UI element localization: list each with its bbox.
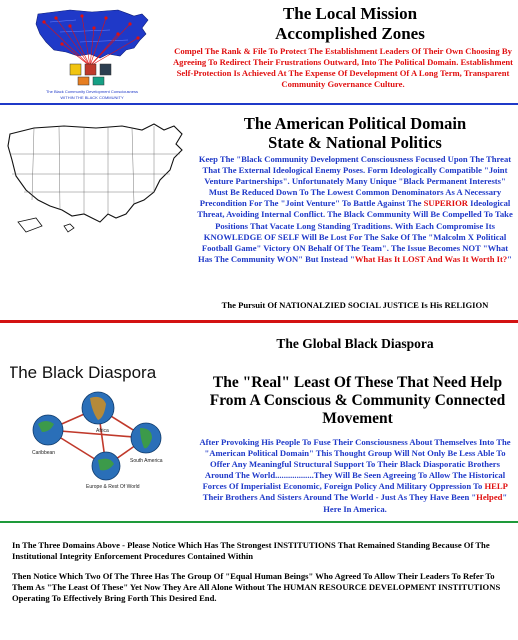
diaspora-body-part3: " Here In America. [323,492,508,514]
us-map-outline [4,114,194,242]
political-body-part2: Ideological Threat, Avoiding Internal Conflict. The Black Community Will Be Compelled To Take Positions That Vacate Long Standing Traditions. With Each Compromise Its KNOWLEDGE OF SELF Will Be Lost For The Sake Of The "Malcolm X Political Football Game" Victory ON Behalf Of The Team". The Issue Becomes NOT "What Has The Community WON" But Instead " [197,198,513,264]
label-caribbean: Caribbean [32,450,56,456]
diaspora-title: The Global Black Diaspora [276,336,434,351]
globe-africa-icon [82,392,114,424]
graphic-caption-2: WITHIN THE BLACK COMMUNITY [60,95,124,100]
local-mission-title-line2: Accomplished Zones [275,24,425,43]
political-domain-footer: The Pursuit Of NATIONALZIED SOCIAL JUSTICE Is His RELIGION [221,300,489,310]
diagram-title: The Black Diaspora [10,363,157,382]
political-domain-title-line1: The American Political Domain [243,114,467,133]
graphic-caption-1: The Black Community Development Consciousness [45,89,139,94]
diaspora-body [195,437,515,515]
political-domain-body [195,154,515,265]
political-body-red-question: What Has It LOST And Was It Worth It? [354,253,508,264]
globe-europe-icon [92,452,120,480]
political-domain-title [195,114,515,152]
community-map-graphic [30,4,155,102]
least-of-these-subtitle: The "Real" Least Of These That Need Help From A Conscious & Community Connected Movement [209,374,506,427]
political-body-part3: " [507,253,512,264]
label-europe: Europe & Rest Of World [86,484,140,490]
political-body-red-superior: SUPERIOR [423,198,468,209]
closing-paragraph-2: Then Notice Which Two Of The Three Has The Group Of "Equal Human Beings" Who Agreed To Allow Their Leaders To Refer To Them As "The Least Of These" Yet Now They Are All Alone Without The HUMAN RESOURCE DEVELOPMENT INSTITUTIONS Operating To Effectively Bring Forth This Desired End. [12,571,501,603]
closing-notes [12,540,512,613]
local-mission-title [195,4,505,44]
label-africa: Africa [96,428,109,434]
local-mission-body: Compel The Rank & File To Protect The Establishment Leaders Of Their Own Choosing By Agreeing To Redirect Their Frustrations Outward, Into The Political Domain. Establishment Self-Protection Is Achieved At The Expense Of Development Of A Long Term, Transparent Community Governance Culture. [172,46,514,89]
red-divider [0,320,518,323]
diaspora-body-part1: After Provoking His People To Fuse Their Consciousness About Themselves Into The "American Political Domain" This Thought Group Will Not Only Be Less Able To Offer Any Meaningful Structural Support To Their Black Diasporatic Brothers Around The World..................They Will Be Seen Agreeing To Allow The Historical Forces Of Imperialist Economic, Foreign Policy And Military Oppression To [199,437,511,492]
closing-paragraph-1: In The Three Domains Above - Please Notice Which Has The Strongest INSTITUTIONS That Remained Standing Because Of The Institutional Integrity Enforcement Procedures Contained Within [12,540,490,561]
diaspora-body-red-help: HELP [484,481,508,492]
political-domain-title-line2: State & National Politics [268,133,442,152]
political-body-part1: Keep The "Black Community Development Consciousness Focused Upon The Threat That The External Ideological Enemy Poses. Form Ideologically Compatible "Joint Venture Partnerships". Unfortunately Many Unique "Black Permanent Interests" Must Be Reduced Down To The Lowest Common Denominators As A Necessary Precondition For The "Joint Venture" To Battle Against The [198,154,512,209]
black-diaspora-diagram [10,358,188,498]
diaspora-body-part2: Their Brothers And Sisters Around The World - Just As They Have Been " [202,492,477,503]
green-divider [0,521,518,523]
globe-caribbean-icon [33,415,63,445]
local-mission-title-line1: The Local Mission [282,4,418,23]
label-south-america: South America [130,458,163,464]
blue-divider [0,103,518,105]
diaspora-body-red-helped: Helped [476,492,503,503]
globe-south-america-icon [131,423,161,453]
